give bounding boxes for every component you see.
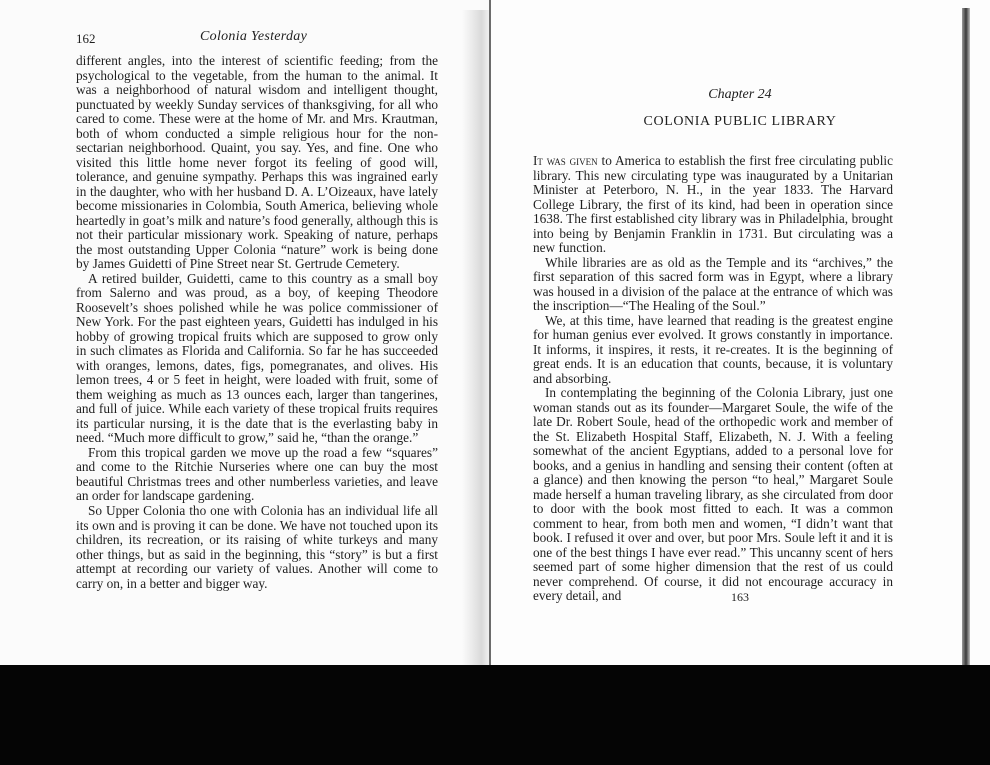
book-gutter (462, 10, 490, 665)
opening-paragraph (533, 154, 893, 256)
chapter-label: Chapter 24 (708, 87, 772, 102)
opening-smallcaps: It was given (533, 153, 598, 168)
running-head: Colonia Yesterday (200, 29, 308, 44)
left-page-number: 162 (76, 31, 96, 46)
left-page-body (76, 54, 438, 591)
chapter-title: COLONIA PUBLIC LIBRARY (643, 114, 837, 129)
right-page-body (533, 154, 893, 604)
paragraph: While libraries are as old as the Temple and its “archives,” the first separation of this sacred form was in Egypt, where a library was housed in a division of the palace at the entrance of which was the inscription—“The Healing of the Soul.” (533, 254, 893, 314)
paragraph: different angles, into the interest of scientific feeding; from the psychological to the vegetable, from the human to the animal. It was a neighborhood of natural wisdom and intelligent thought, punctuated by weekly Sunday services of thanksgiving, for all who cared to come. These were at the home of Mr. and Mrs. Krautman, both of whom conducted a simple religious hour for the non-sectarian neighborhood. Quaint, you say. Yes, and fine. One who visited this little home never forgot its feeling of good will, tolerance, and genuine sympathy. Perhaps this was ingrained early in the daughter, who with her husband D. A. L’Oizeaux, have lately become missionaries in Colombia, South America, believing whole heartedly in goat’s milk and nature’s food generally, although this is not their particular missionary work. Speaking of nature, perhaps the most outstanding Upper Colonia “nature” work is being done by James Guidetti of Pine Street near St. Gertrude Cemetery. (76, 53, 438, 272)
paragraph: So Upper Colonia tho one with Colonia has an individual life all its own and is proving it can be done. We have not touched upon its children, its recreation, or its raising of white turkeys and many other things, but as said in the beginning, this “story” is but a first attempt at recording our variety of values. Another will come to carry on, in a better and bigger way. (76, 502, 438, 591)
paragraph: A retired builder, Guidetti, came to this country as a small boy from Salerno and was proud, as a boy, of keeping Theodore Roosevelt’s shoes polished while he was police commissioner of New York. For the past eighteen years, Guidetti has indulged in his hobby of growing tropical fruits which are supposed to grow only in such climates as Florida and California. So far he has succeeded with oranges, lemons, dates, figs, pomegranates, and olives. His lemon trees, 4 or 5 feet in height, were loaded with fruit, some of them weighing as much as 13 ounces each, larger than tangerines, and full of juice. While each variety of these tropical fruits requires its particular nursing, it is the date that is the everlasting baby in need. “Much more difficult to grow,” said he, “than the orange.” (76, 270, 438, 446)
opening-paragraph-text: to America to establish the first free circulating public library. This new circulating type was inaugurated by a Unitarian Minister at Peterboro, N. H., in the year 1833. The Harvard College Library, the first of its kind, had been in operation since 1638. The first established city library was in Philadelphia, brought into being by Benjamin Franklin in 1731. But circulating was a new function. (533, 153, 893, 256)
right-page-number: 163 (731, 590, 749, 604)
paragraph: We, at this time, have learned that reading is the greatest engine for human genius ever evolved. It grows constantly in importance. It informs, it inspires, it rests, it re-creates. It is the beginning of great ends. It is an education that counts, because, it is voluntary and absorbing. (533, 312, 893, 386)
paragraph: From this tropical garden we move up the road a few “squares” and come to the Ritchie Nurseries where one can buy the most beautiful Christmas trees and other numberless varieties, and leave an order for landscape gardening. (76, 444, 438, 504)
page-edge-shadow (962, 8, 970, 665)
paragraph: In contemplating the beginning of the Colonia Library, just one woman stands out as its founder—Margaret Soule, the wife of the late Dr. Robert Soule, head of the orthopedic work and member of the St. Elizabeth Hospital Staff, Elizabeth, N. J. With a feeling somewhat of the ancient Egyptians, added to a personal love for books, and a genius in handling and sensing their content (often at a glance) and then knowing the person “to heal,” Margaret Soule made herself a human traveling library, as she circulated from door to door with the book most fitted to each. It was a common comment to hear, from both men and women, “I didn’t want that book. I refused it over and over, but poor Mrs. Soule left it and it is one of the best things I have ever read.” This uncanny scent of hers seemed part of some higher dimension that the rest of us could never comprehend. Of course, it did not encourage accuracy in every detail, and (533, 385, 893, 604)
scan-background-band (0, 665, 990, 765)
